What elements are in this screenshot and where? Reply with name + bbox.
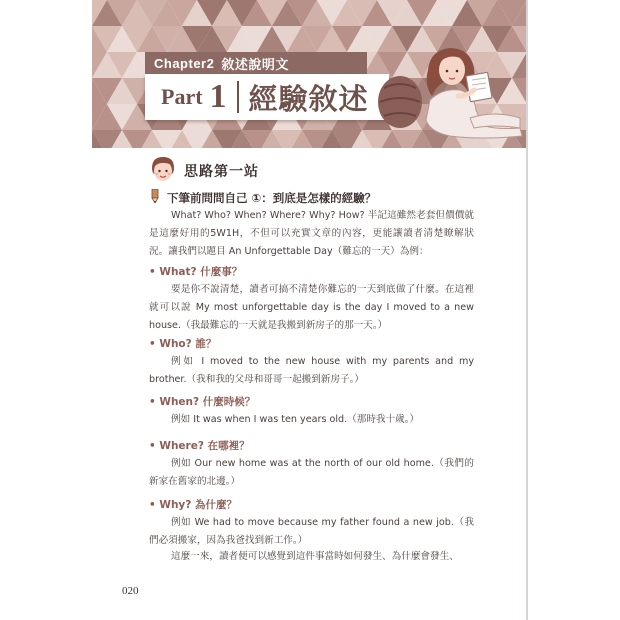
pencil-icon (149, 189, 161, 206)
section-heading (148, 154, 259, 188)
part-label: Part (161, 84, 203, 109)
page-number: 020 (122, 585, 139, 597)
chapter-tag (145, 52, 367, 75)
part-divider (237, 81, 239, 113)
paragraph-where: 例如 Our new home was at the north of our old home.（我們的新家在舊家的北邊。） (149, 458, 474, 487)
bullet-what: • What? 什麼事？ (149, 266, 243, 278)
bullet-where: • Where? 在哪裡？ (149, 440, 250, 452)
bullet-who: • Who? 誰？ (149, 338, 217, 350)
closing-paragraph: 這麼一來，讀者便可以感覺到這件事當時如何發生、為什麼會發生、 (171, 551, 459, 562)
section-title: 思路第一站 (184, 164, 259, 180)
chapter-name: 敘述說明文 (221, 58, 289, 73)
bullet-why: • Why? 為什麼？ (149, 499, 238, 511)
girl-face-icon (148, 154, 178, 188)
intro-paragraph: What? Who? When? Where? Why? How? 半記這雖然老套但價價就是這麼好用的5W1H，不但可以充實文章的內容，更能讓讀者清楚瞭解狀況。讓我們以題目 An Unforgettable Day（難忘的一天）為例： (149, 210, 474, 257)
paragraph-what: 要是你不說清楚，讀者可搞不清楚你難忘的一天到底做了什麼。在這裡就可以說 My most unforgettable day is the day I moved to a new house.（我最難忘的一天就是我搬到新房子的那一天。） (149, 284, 474, 331)
part-number: 1 (209, 78, 227, 115)
paragraph-who: 例如 I moved to the new house with my parents and my brother.（我和我的父母和哥哥一起搬到新房子。） (149, 356, 474, 385)
reading-girl-illustration (370, 40, 527, 140)
book-page (92, 0, 527, 620)
question-text: 下筆前問問自己 ①：到底是怎樣的經驗？ (167, 190, 377, 205)
page-edge (526, 0, 528, 620)
part-title: 經驗敘述 (248, 81, 369, 116)
paragraph-when: 例如 It was when I was ten years old.（那時我十歲。） (171, 414, 420, 425)
question-heading (149, 189, 376, 206)
chapter-label: Chapter2 (154, 56, 215, 71)
paragraph-why: 例如 We had to move because my father found a new job.（我們必須搬家，因為我爸找到新工作。） (149, 517, 474, 546)
part-title-box (145, 74, 389, 120)
bullet-when: • When? 什麼時候？ (149, 396, 256, 408)
